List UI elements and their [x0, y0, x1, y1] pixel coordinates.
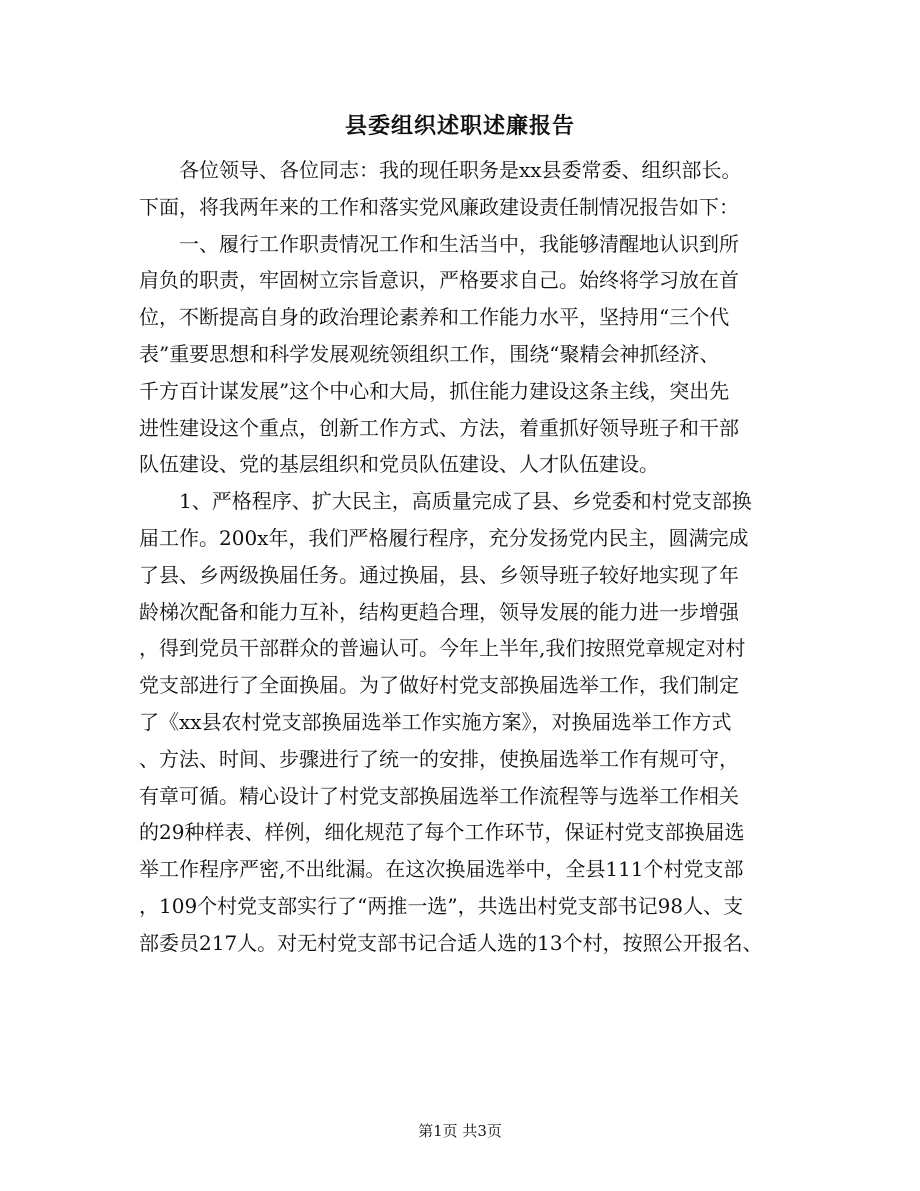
text-line: 进性建设这个重点，创新工作方式、方法，着重抓好领导班子和干部: [139, 415, 739, 440]
text-line: 、方法、时间、步骤进行了统一的安排，使换届选举工作有规可守，: [139, 746, 739, 771]
text-line: 一、履行工作职责情况工作和生活当中，我能够清醒地认识到所: [179, 231, 739, 256]
text-line: 党支部进行了全面换届。为了做好村党支部换届选举工作，我们制定: [139, 673, 739, 698]
text-line: 了县、乡两级换届任务。通过换届，县、乡领导班子较好地实现了年: [139, 562, 739, 587]
text-line: 表”重要思想和科学发展观统领组织工作，围绕“聚精会神抓经济、: [139, 341, 720, 366]
text-line: ，109个村党支部实行了“两推一选”，共选出村党支部书记98人、支: [139, 893, 744, 918]
text-line: 有章可循。精心设计了村党支部换届选举工作流程等与选举工作相关: [139, 783, 739, 808]
text-line: 位，不断提高自身的政治理论素养和工作能力水平，坚持用“三个代: [139, 305, 730, 330]
page-footer: 第1页 共3页: [418, 1122, 502, 1140]
text-line: 部委员217人。对无村党支部书记合适人选的13个村，按照公开报名、: [139, 930, 763, 955]
text-line: 下面，将我两年来的工作和落实党风廉政建设责任制情况报告如下：: [139, 194, 739, 219]
text-line: 了《xx县农村党支部换届选举工作实施方案》，对换届选举工作方式: [139, 709, 732, 734]
document-body: [139, 152, 779, 962]
text-line: 各位领导、各位同志：我的现任职务是xx县委常委、组织部长。: [179, 158, 742, 182]
text-line: ，得到党员干部群众的普遍认可。今年上半年,我们按照党章规定对村: [139, 636, 746, 661]
text-line: 届工作。200x年，我们严格履行程序，充分发扬党内民主，圆满完成: [139, 525, 749, 550]
text-line: 队伍建设、党的基层组织和党员队伍建设、人才队伍建设。: [139, 452, 659, 477]
text-line: 举工作程序严密,不出纰漏。在这次换届选举中，全县111个村党支部: [139, 857, 744, 882]
text-line: 的29种样表、样例，细化规范了每个工作环节，保证村党支部换届选: [139, 820, 745, 845]
text-line: 千方百计谋发展”这个中心和大局，抓住能力建设这条主线，突出先: [139, 378, 730, 403]
text-line: 肩负的职责，牢固树立宗旨意识，严格要求自己。始终将学习放在首: [139, 268, 739, 293]
text-line: 1、严格程序、扩大民主，高质量完成了县、乡党委和村党支部换: [179, 489, 752, 514]
text-line: 龄梯次配备和能力互补，结构更趋合理，领导发展的能力进一步增强: [139, 599, 739, 624]
document-title: 县委组织述职述廉报告: [344, 113, 575, 139]
